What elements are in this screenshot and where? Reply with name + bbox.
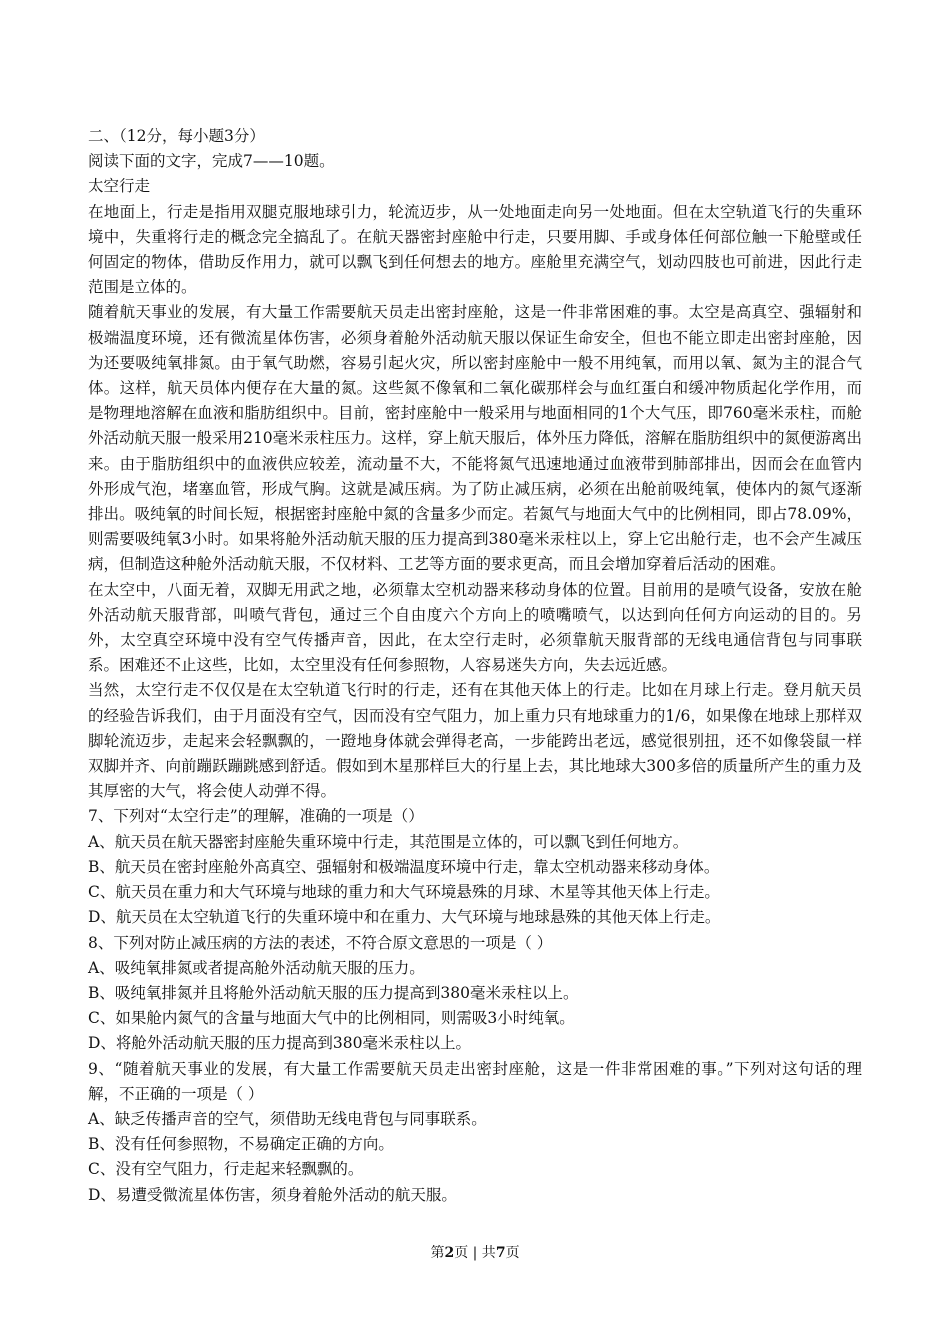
question-7-option-d: D、航天员在太空轨道飞行的失重环境中和在重力、大气环境与地球悬殊的其他天体上行走。 bbox=[88, 908, 721, 927]
question-8-option-c: C、如果舱内氮气的含量与地面大气中的比例相同，则需吸3小时纯氧。 bbox=[88, 1009, 575, 1028]
question-9-stem: 9、“随着航天事业的发展，有大量工作需要航天员走出密封座舱，这是一件非常困难的事。”下列对这句话的理解，不正确的一项是（ ） bbox=[88, 1059, 862, 1103]
question-7-option-b: B、航天员在密封座舱外高真空、强辐射和极端温度环境中行走，靠太空机动器来移动身体。 bbox=[88, 857, 720, 876]
passage-paragraph-1: 在地面上，行走是指用双腿克服地球引力，轮流迈步，从一处地面走向另一处地面。但在太空轨道飞行的失重环境中，失重将行走的概念完全搞乱了。在航天器密封座舱中行走，只要用脚、手或身体任何部位触一下舱壁或任何固定的物体，借助反作用力，就可以飘飞到任何想去的地方。座舱里充满空气，划动四肢也可前进，因此行走范围是立体的。 bbox=[88, 202, 862, 297]
passage-paragraph-4: 当然，太空行走不仅仅是在太空轨道飞行时的行走，还有在其他天体上的行走。比如在月球上行走。登月航天员的经验告诉我们，由于月面没有空气，因而没有空气阻力，加上重力只有地球重力的1/6，如果像在地球上那样双脚轮流迈步，走起来会轻飘飘的，一蹬地身体就会弹得老高，一步能跨出老远，感觉很别扭，还不如像袋鼠一样双脚并齐、向前蹦跃蹦跳感到舒适。假如到木星那样巨大的行星上去，其比地球大300多倍的质量所产生的重力及其厚密的大气，将会使人动弹不得。 bbox=[88, 681, 862, 801]
section-instruction: 阅读下面的文字，完成7——10题。 bbox=[88, 152, 335, 171]
question-8-option-d: D、将舱外活动航天服的压力提高到380毫米汞柱以上。 bbox=[88, 1034, 472, 1053]
question-8-option-a: A、吸纯氧排氮或者提高舱外活动航天服的压力。 bbox=[88, 958, 425, 977]
passage-paragraph-2: 随着航天事业的发展，有大量工作需要航天员走出密封座舱，这是一件非常困难的事。太空是高真空、强辐射和极端温度环境，还有微流星体伤害，必须身着舱外活动航天服以保证生命安全，但也不能立即走出密封座舱，因为还要吸纯氧排氮。由于氧气助燃，容易引起火灾，所以密封座舱中一般不用纯氧，而用以氧、氮为主的混合气体。这样，航天员体内便存在大量的氮。这些氮不像氧和二氧化碳那样会与血红蛋白和缓冲物质起化学作用，而是物理地溶解在血液和脂肪组织中。目前，密封座舱中一般采用与地面相同的1个大气压，即760毫米汞柱，而舱外活动航天服一般采用210毫米汞柱压力。这样，穿上航天服后，体外压力降低，溶解在脂肪组织中的氮便游离出来。由于脂肪组织中的血液供应较差，流动量不大，不能将氮气迅速地通过血液带到肺部排出，因而会在血管内外形成气泡，堵塞血管，形成气胸。这就是减压病。为了防止减压病，必须在出舱前吸纯氧，使体内的氮气逐渐排出。吸纯氧的时间长短，根据密封座舱中氮的含量多少而定。若氮气与地面大气中的比例相同，即占78.09%，则需要吸纯氧3小时。如果将舱外活动航天服的压力提高到380毫米汞柱以上，穿上它出舱行走，也不会产生减压病，但制造这种舱外活动航天服，不仅材料、工艺等方面的要求更高，而且会增加穿着后活动的困难。 bbox=[88, 303, 862, 574]
page-number-separator: 页 | 共 bbox=[454, 1245, 496, 1261]
question-7-stem: 7、下列对“太空行走”的理解，准确的一项是（） bbox=[88, 807, 424, 826]
question-9-option-b: B、没有任何参照物，不易确定正确的方向。 bbox=[88, 1135, 394, 1154]
question-9-option-d: D、易遭受微流星体伤害，须身着舱外活动的航天服。 bbox=[88, 1185, 457, 1204]
question-8-stem: 8、下列对防止减压病的方法的表述，不符合原文意思的一项是（ ） bbox=[88, 933, 553, 952]
question-9-option-a: A、缺乏传播声音的空气，须借助无线电背包与同事联系。 bbox=[88, 1109, 487, 1128]
section-heading: 二、（12分，每小题3分） bbox=[88, 127, 265, 145]
page-number-suffix: 页 bbox=[505, 1245, 520, 1261]
passage-title: 太空行走 bbox=[88, 177, 151, 196]
current-page-number: 2 bbox=[444, 1245, 455, 1261]
question-9-option-c: C、没有空气阻力，行走起来轻飘飘的。 bbox=[88, 1160, 364, 1179]
passage-paragraph-3: 在太空中，八面无着，双脚无用武之地，必须靠太空机动器来移动身体的位置。目前用的是喷气设备，安放在舱外活动航天服背部，叫喷气背包，通过三个自由度六个方向上的喷嘴喷气，以达到向任何方向运动的目的。另外，太空真空环境中没有空气传播声音，因此，在太空行走时，必须靠航天服背部的无线电通信背包与同事联系。困难还不止这些，比如，太空里没有任何参照物，人容易迷失方向，失去远近感。 bbox=[88, 580, 862, 675]
question-7-option-a: A、航天员在航天器密封座舱失重环境中行走，其范围是立体的，可以飘飞到任何地方。 bbox=[88, 832, 689, 851]
page-footer bbox=[0, 1243, 950, 1263]
question-7-option-c: C、航天员在重力和大气环境与地球的重力和大气环境悬殊的月球、木星等其他天体上行走。 bbox=[88, 883, 720, 902]
page-number-prefix: 第 bbox=[430, 1245, 445, 1261]
document-body bbox=[88, 124, 862, 1208]
total-page-count: 7 bbox=[495, 1245, 506, 1261]
question-8-option-b: B、吸纯氧排氮并且将舱外活动航天服的压力提高到380毫米汞柱以上。 bbox=[88, 983, 579, 1002]
